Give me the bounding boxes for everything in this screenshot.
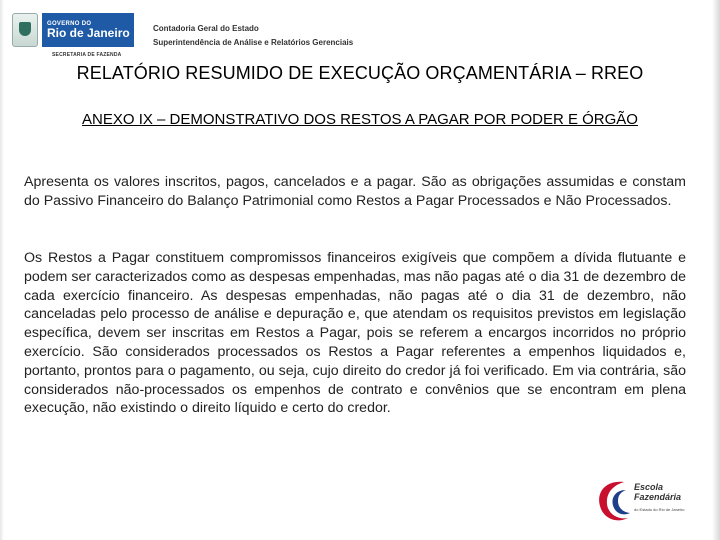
escola-line2: Fazendária	[634, 492, 682, 502]
paragraph-definition: Os Restos a Pagar constituem compromissos financeiros exigíveis que compõem a dívida flutuante e podem ser caracterizados como as despesas empenhadas, mas não pagas até o dia 31 de dezembro de cada exercício financeiro. As despesas empenhadas, não pagas até o dia 31 de dezembro, não canceladas pelo processo de análise e depuração e, que atendam os requisitos previstos em legislação específica, devem ser inscritas em Restos a Pagar, pois se referem a encargos incorridos no próprio exercício. São considerados processados os Restos a Pagar referentes a empenhos liquidados e, portanto, prontos para o pagamento, ou seja, cujo direito do credor já foi verificado. Em via contrária, são considerados não-processados os empenhos de contrato e convênios que se encontram em plena execução, não existindo o direito líquido e certo do credor.	[24, 250, 686, 417]
page-title: RELATÓRIO RESUMIDO DE EXECUÇÃO ORÇAMENTÁRIA – RREO	[76, 63, 644, 83]
paragraph-intro: Apresenta os valores inscritos, pagos, cancelados e a pagar. São as obrigações assumidas e constam do Passivo Financeiro do Balanço Patrimonial como Restos a Pagar Processados e Não Processados.	[24, 174, 686, 209]
escola-name	[634, 482, 681, 502]
government-badge	[42, 13, 134, 47]
escola-swoosh-icon	[594, 476, 634, 526]
department-name: Superintendência de Análise e Relatórios Gerenciais	[153, 38, 354, 47]
organization-name: Contadoria Geral do Estado	[153, 24, 259, 33]
gov-small-label: GOVERNO DO	[47, 20, 92, 27]
escola-subtitle: do Estado do Rio de Janeiro	[634, 507, 685, 512]
escola-fazendaria-logo	[594, 476, 704, 526]
annex-subtitle: ANEXO IX – DEMONSTRATIVO DOS RESTOS A PAGAR POR PODER E ÓRGÃO	[82, 111, 638, 128]
state-crest-icon	[12, 13, 38, 47]
government-logo	[12, 10, 142, 50]
secretaria-label: SECRETARIA DE FAZENDA	[52, 52, 122, 58]
escola-line1: Escola	[634, 482, 664, 492]
gov-big-label: Rio de Janeiro	[47, 25, 130, 40]
